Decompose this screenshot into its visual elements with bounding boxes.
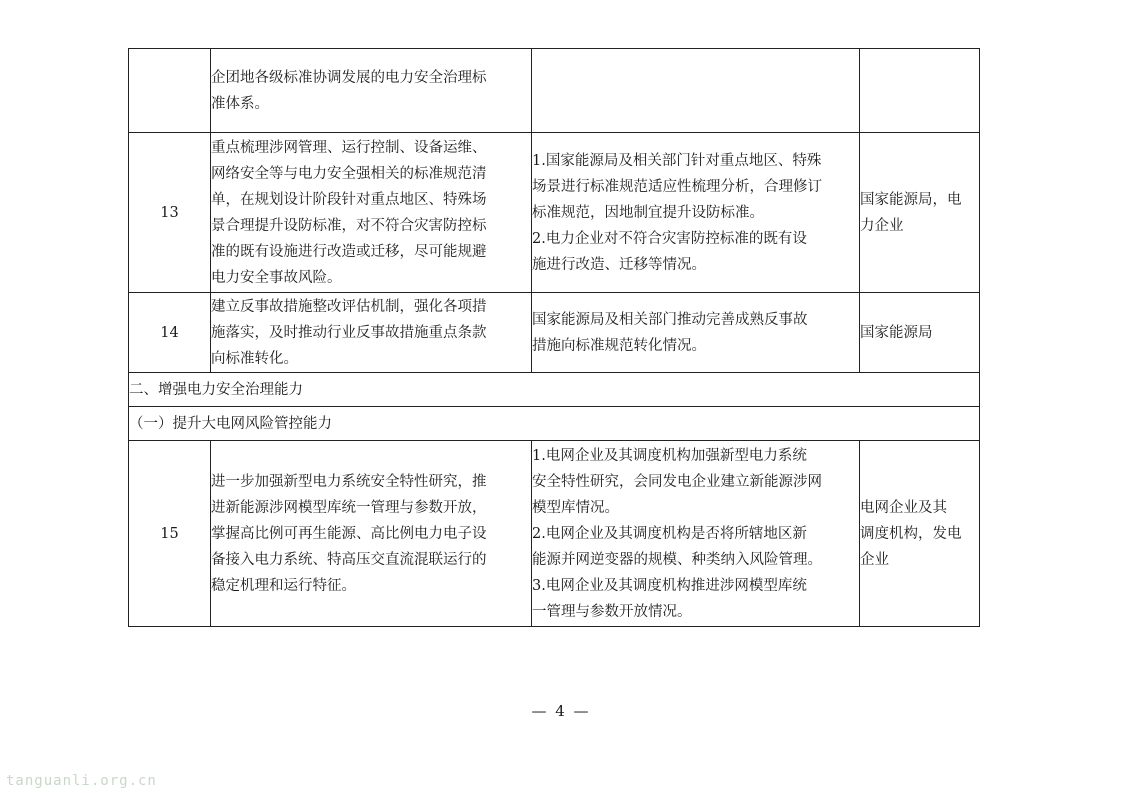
text-line: 2.电力企业对不符合灾害防控标准的既有设 [532, 230, 807, 247]
text-line: 电力安全事故风险。 [211, 269, 342, 286]
text-line: 国家能源局 [860, 324, 933, 341]
text-line: 进新能源涉网模型库统一管理与参数开放， [211, 499, 487, 516]
text-line: 建立反事故措施整改评估机制，强化各项措 [211, 298, 487, 315]
row-number: 14 [129, 293, 211, 373]
requirement-cell [211, 441, 532, 627]
check-content-cell [532, 133, 860, 293]
row-number: 15 [129, 441, 211, 627]
text-line: 单，在规划设计阶段针对重点地区、特殊场 [211, 191, 487, 208]
responsible-unit-cell [860, 293, 980, 373]
row-number: 13 [129, 133, 211, 293]
check-content-cell [532, 441, 860, 627]
text-line: 进一步加强新型电力系统安全特性研究，推 [211, 473, 487, 490]
text-line: 企业 [860, 551, 889, 568]
page-number: — 4 — [531, 702, 591, 720]
watermark-text: tanguanli.org.cn [6, 773, 157, 789]
text-line: 一管理与参数开放情况。 [532, 603, 692, 620]
check-content-cell [532, 49, 860, 133]
row-number-cell [129, 49, 211, 133]
table-row-15 [129, 441, 980, 627]
text-line: 2.电网企业及其调度机构是否将所辖地区新 [532, 525, 807, 542]
section-heading-row [129, 373, 980, 407]
text-line: 企团地各级标准协调发展的电力安全治理标 [211, 69, 487, 86]
text-line: 准体系。 [211, 95, 269, 112]
responsible-unit-cell [860, 441, 980, 627]
text-line: 施落实，及时推动行业反事故措施重点条款 [211, 324, 487, 341]
section-heading: 二、增强电力安全治理能力 [129, 373, 980, 407]
text-line: 向标准转化。 [211, 350, 298, 367]
text-line: 准的既有设施进行改造或迁移，尽可能规避 [211, 243, 487, 260]
text-line: 场景进行标准规范适应性梳理分析，合理修订 [532, 178, 822, 195]
text-line: 施进行改造、迁移等情况。 [532, 256, 706, 273]
text-line: 3.电网企业及其调度机构推进涉网模型库统 [532, 577, 807, 594]
text-line: 力企业 [860, 217, 904, 234]
text-line: 1.电网企业及其调度机构加强新型电力系统 [532, 447, 807, 464]
text-line: 安全特性研究，会同发电企业建立新能源涉网 [532, 473, 822, 490]
requirement-cell [211, 293, 532, 373]
text-line: 掌握高比例可再生能源、高比例电力电子设 [211, 525, 487, 542]
table-row-13 [129, 133, 980, 293]
text-line: 调度机构，发电 [860, 525, 962, 542]
text-line: 措施向标准规范转化情况。 [532, 337, 706, 354]
table-row-continued [129, 49, 980, 133]
measures-table [128, 48, 980, 627]
text-line: 电网企业及其 [860, 499, 947, 516]
check-content-cell [532, 293, 860, 373]
requirement-cell [211, 133, 532, 293]
text-line: 国家能源局及相关部门推动完善成熟反事故 [532, 311, 808, 328]
responsible-unit-cell [860, 133, 980, 293]
text-line: 国家能源局，电 [860, 191, 962, 208]
text-line: 重点梳理涉网管理、运行控制、设备运维、 [211, 139, 487, 156]
text-line: 能源并网逆变器的规模、种类纳入风险管理。 [532, 551, 822, 568]
subsection-heading: （一）提升大电网风险管控能力 [129, 407, 980, 441]
text-line: 标准规范，因地制宜提升设防标准。 [532, 204, 764, 221]
text-line: 备接入电力系统、特高压交直流混联运行的 [211, 551, 487, 568]
text-line: 模型库情况。 [532, 499, 619, 516]
text-line: 1.国家能源局及相关部门针对重点地区、特殊 [532, 152, 822, 169]
requirement-cell [211, 49, 532, 133]
responsible-unit-cell [860, 49, 980, 133]
text-line: 网络安全等与电力安全强相关的标准规范清 [211, 165, 487, 182]
subsection-heading-row [129, 407, 980, 441]
text-line: 景合理提升设防标准，对不符合灾害防控标 [211, 217, 487, 234]
table-row-14 [129, 293, 980, 373]
text-line: 稳定机理和运行特征。 [211, 577, 356, 594]
